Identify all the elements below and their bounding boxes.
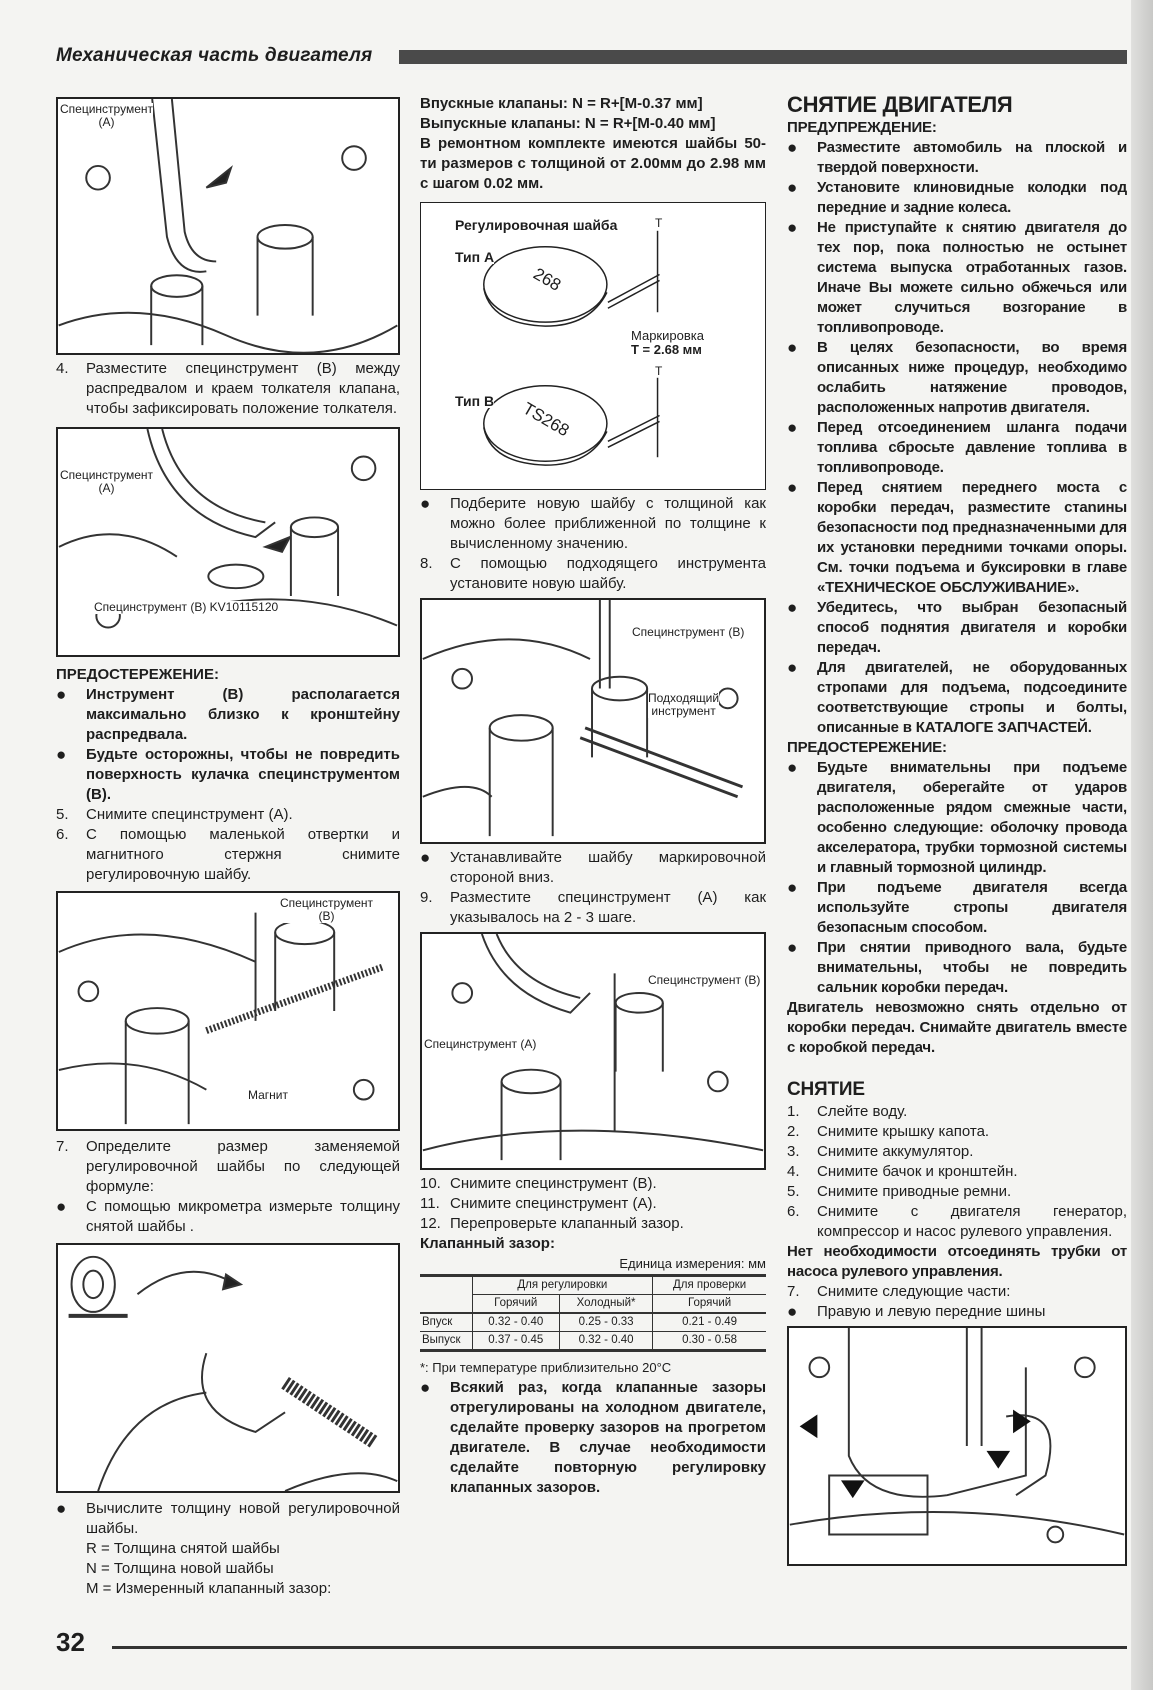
header-bar	[399, 50, 1127, 64]
step-8: 8. С помощью подходящего инструмента установите новую шайбу.	[420, 555, 766, 592]
removal-step: 1. Слейте воду.	[787, 1103, 908, 1120]
steps-10-12	[420, 1174, 766, 1234]
removal-step: 5. Снимите приводные ремни.	[787, 1183, 1012, 1200]
note: Двигатель невозможно снять отдельно от коробки передач. Снимайте двигатель вместе с коробкой передач.	[787, 999, 1127, 1056]
step-12: 12. Перепроверьте клапанный зазор.	[420, 1215, 684, 1232]
micrometer-illustration	[58, 1245, 398, 1491]
removal-step: 4. Снимите бачок и кронштейн.	[787, 1163, 1018, 1180]
figure-label: Магнит	[248, 1088, 289, 1102]
warning-item: ● В целях безопасности, во время описанных ниже процедур, необходимо ослабить натяжение проводов, расположенных напротив двигателя.	[787, 338, 1127, 416]
page-edge	[1131, 0, 1153, 1690]
engine-illustration	[58, 893, 398, 1129]
warning-item: ● Убедитесь, что выбран безопасный способ поднятия двигателя и коробки передач.	[787, 598, 1127, 656]
warning-item: ● Для двигателей, не оборудованных стропами для подъема, подсоедините соответствующие стропы и болты, описанные в КАТАЛОГЕ ЗАПЧАСТЕЙ.	[787, 658, 1127, 736]
caution-item: ● Будьте внимательны при подъеме двигателя, оберегайте от ударов расположенные рядом смежные части, особенно следующие: оболочку провода акселератора, трубки тормозной системы и главный тормозной цилиндр.	[787, 758, 1127, 876]
caution-item: ● При подъеме двигателя всегда используйте стропы двигателя безопасным способом.	[787, 878, 1127, 936]
caution-item: ● Инструмент (B) располагается максимально близко к кронштейну распредвала.	[56, 685, 400, 743]
removal-step-7: 7. Снимите следующие части:	[787, 1283, 1011, 1300]
marking-label: Маркировка T = 2.68 мм	[631, 328, 704, 357]
figure-label: Специнструмент (A)	[60, 102, 153, 129]
figure-magnet	[56, 891, 400, 1131]
step-4: 4. Разместите специнструмент (B) между распредвалом и краем толкателя клапана, чтобы зафиксировать положение толкателя.	[56, 360, 400, 417]
removal-step: 6. Снимите с двигателя генератор, компрессор и насос рулевого управления.	[787, 1203, 1127, 1240]
type-a-label: Тип A	[455, 249, 495, 265]
figure-tools-a-b	[420, 932, 766, 1170]
running-header: Механическая часть двигателя	[56, 45, 373, 66]
formula-intake: Впускные клапаны: N = R+[M-0.37 мм]	[420, 95, 703, 112]
type-b-label: Тип B	[455, 393, 495, 409]
step-10: 10. Снимите специнструмент (B).	[420, 1175, 657, 1192]
removal-step: 3. Снимите аккумулятор.	[787, 1143, 974, 1160]
warning-title: ПРЕДУПРЕЖДЕНИЕ:	[787, 119, 937, 136]
right-column	[787, 92, 1127, 1566]
figure-label: Специнструмент (B)	[280, 896, 373, 923]
table-title: Клапанный зазор:	[420, 1235, 555, 1252]
removal-step: 2. Снимите крышку капота.	[787, 1123, 990, 1140]
engine-illustration	[422, 934, 764, 1168]
warning-item: ● Разместите автомобиль на плоской и твердой поверхности.	[787, 138, 1127, 176]
step-6: 6. С помощью маленькой отвертки и магнитного стержня снимите регулировочную шайбу.	[56, 826, 400, 883]
washer-mark-a: 268	[530, 264, 565, 295]
figure-label: Специнструмент (B) KV10115120	[94, 600, 279, 614]
caution-title: ПРЕДОСТЕРЕЖЕНИЕ:	[787, 739, 947, 756]
washer-illustration	[421, 203, 765, 489]
figure-label: Специнструмент (A)	[424, 1037, 537, 1051]
figure-label: Специнструмент (A)	[60, 468, 153, 495]
figure-label: Подходящий инструмент	[648, 691, 720, 718]
step-7: 7. Определите размер заменяемой регулировочной шайбы по следующей формуле:	[56, 1138, 400, 1195]
bullet-recheck: ● Всякий раз, когда клапанные зазоры отрегулированы на холодном двигателе, сделайте проверку зазоров на прогретом двигателе. В случае необходимости сделайте повторную регулировку клапанных зазоров.	[420, 1378, 766, 1496]
bullet-select: ● Подберите новую шайбу с толщиной как можно более приближенной по толщине к вычисленному значению.	[420, 494, 766, 552]
bullet-tires: ● Правую и левую передние шины	[787, 1302, 1046, 1321]
figure-tool-a	[56, 97, 400, 355]
section-heading: СНЯТИЕ ДВИГАТЕЛЯ	[787, 92, 1013, 117]
note-steering: Нет необходимости отсоединять трубки от насоса рулевого управления.	[787, 1243, 1127, 1280]
washer-mark-b: TS268	[519, 398, 573, 441]
figure-micrometer	[56, 1243, 400, 1493]
engine-illustration	[58, 429, 398, 655]
t-label: T	[655, 216, 663, 230]
table-row: Выпуск 0.37 - 0.45 0.32 - 0.40 0.30 - 0.58	[420, 1332, 766, 1351]
bullet-measure: ● С помощью микрометра измерьте толщину снятой шайбы .	[56, 1197, 400, 1235]
underbody-illustration	[789, 1328, 1125, 1564]
page-number: 32	[56, 1627, 85, 1657]
step-5: 5. Снимите специнструмент (A).	[56, 806, 293, 823]
step-11: 11. Снимите специнструмент (A).	[420, 1195, 657, 1212]
engine-illustration	[58, 99, 398, 353]
t-label: T	[655, 364, 663, 378]
figure-install-washer	[420, 598, 766, 844]
valve-clearance-table: Для регулировки Для проверки Горячий Холодный* Горячий Впуск 0.32 - 0.40 0.25 - 0.33 0.21 - 0.49 Выпуск 0.37 - 0.45 0.32 - 0.40 0.30 - 0.58	[420, 1274, 766, 1352]
figure-label: Специнструмент (B)	[648, 973, 761, 987]
left-column	[56, 97, 400, 1599]
table-row: Впуск 0.32 - 0.40 0.25 - 0.33 0.21 - 0.49	[420, 1313, 766, 1332]
footer-rule	[112, 1646, 1127, 1649]
table-unit: Единица измерения: мм	[619, 1256, 766, 1271]
caution-item: ● При снятии приводного вала, будьте внимательны, чтобы не повредить сальник коробки передач.	[787, 938, 1127, 996]
kit-text: В ремонтном комплекте имеются шайбы 50-ти размеров с толщиной от 2.00мм до 2.98 мм с шагом 0.02 мм.	[420, 135, 766, 192]
figure-underbody	[787, 1326, 1127, 1566]
removal-steps	[787, 1102, 1127, 1242]
warning-item: ● Перед снятием переднего моста с коробки передач, разместите стanины безопасности под предназначенными для их установки передними точками опоры. См. точки подъема и буксировки в главе «ТЕХНИЧЕСКОЕ ОБСЛУЖИВАНИЕ».	[787, 478, 1127, 596]
caution-item: ● Будьте осторожны, чтобы не повредить поверхность кулачка специнструментом (B).	[56, 745, 400, 803]
bullet-calculate: ● Вычислите толщину новой регулировочной шайбы. R = Толщина снятой шайбы N = Толщина новой шайбы M = Измеренный клапанный зазор:	[56, 1499, 400, 1597]
washer-title: Регулировочная шайба	[455, 217, 618, 233]
step-9: 9. Разместите специнструмент (A) как указывалось на 2 - 3 шаге.	[420, 889, 766, 926]
removal-heading: СНЯТИЕ	[787, 1079, 865, 1100]
warning-item: ● Перед отсоединением шланга подачи топлива сбросьте давление топлива в топливопроводе.	[787, 418, 1127, 476]
figure-label: Специнструмент (B)	[632, 625, 745, 639]
warning-item: ● Установите клиновидные колодки под передние и задние колеса.	[787, 178, 1127, 216]
figure-washer	[420, 202, 766, 490]
warning-item: ● Не приступайте к снятию двигателя до тех пор, пока полностью не остынет система выпуска отработанных газов. Иначе Вы можете сильно обжечься или может случиться возгорание в топливопроводе.	[787, 218, 1127, 336]
table-footnote: *: При температуре приблизительно 20°C	[420, 1360, 672, 1375]
caution-title: ПРЕДОСТЕРЕЖЕНИЕ:	[56, 666, 219, 683]
figure-tool-a-b	[56, 427, 400, 657]
bullet-mark-down: ● Устанавливайте шайбу маркировочной стороной вниз.	[420, 848, 766, 886]
middle-column	[420, 94, 766, 1498]
formula-exhaust: Выпускные клапаны: N = R+[M-0.40 мм]	[420, 115, 716, 132]
